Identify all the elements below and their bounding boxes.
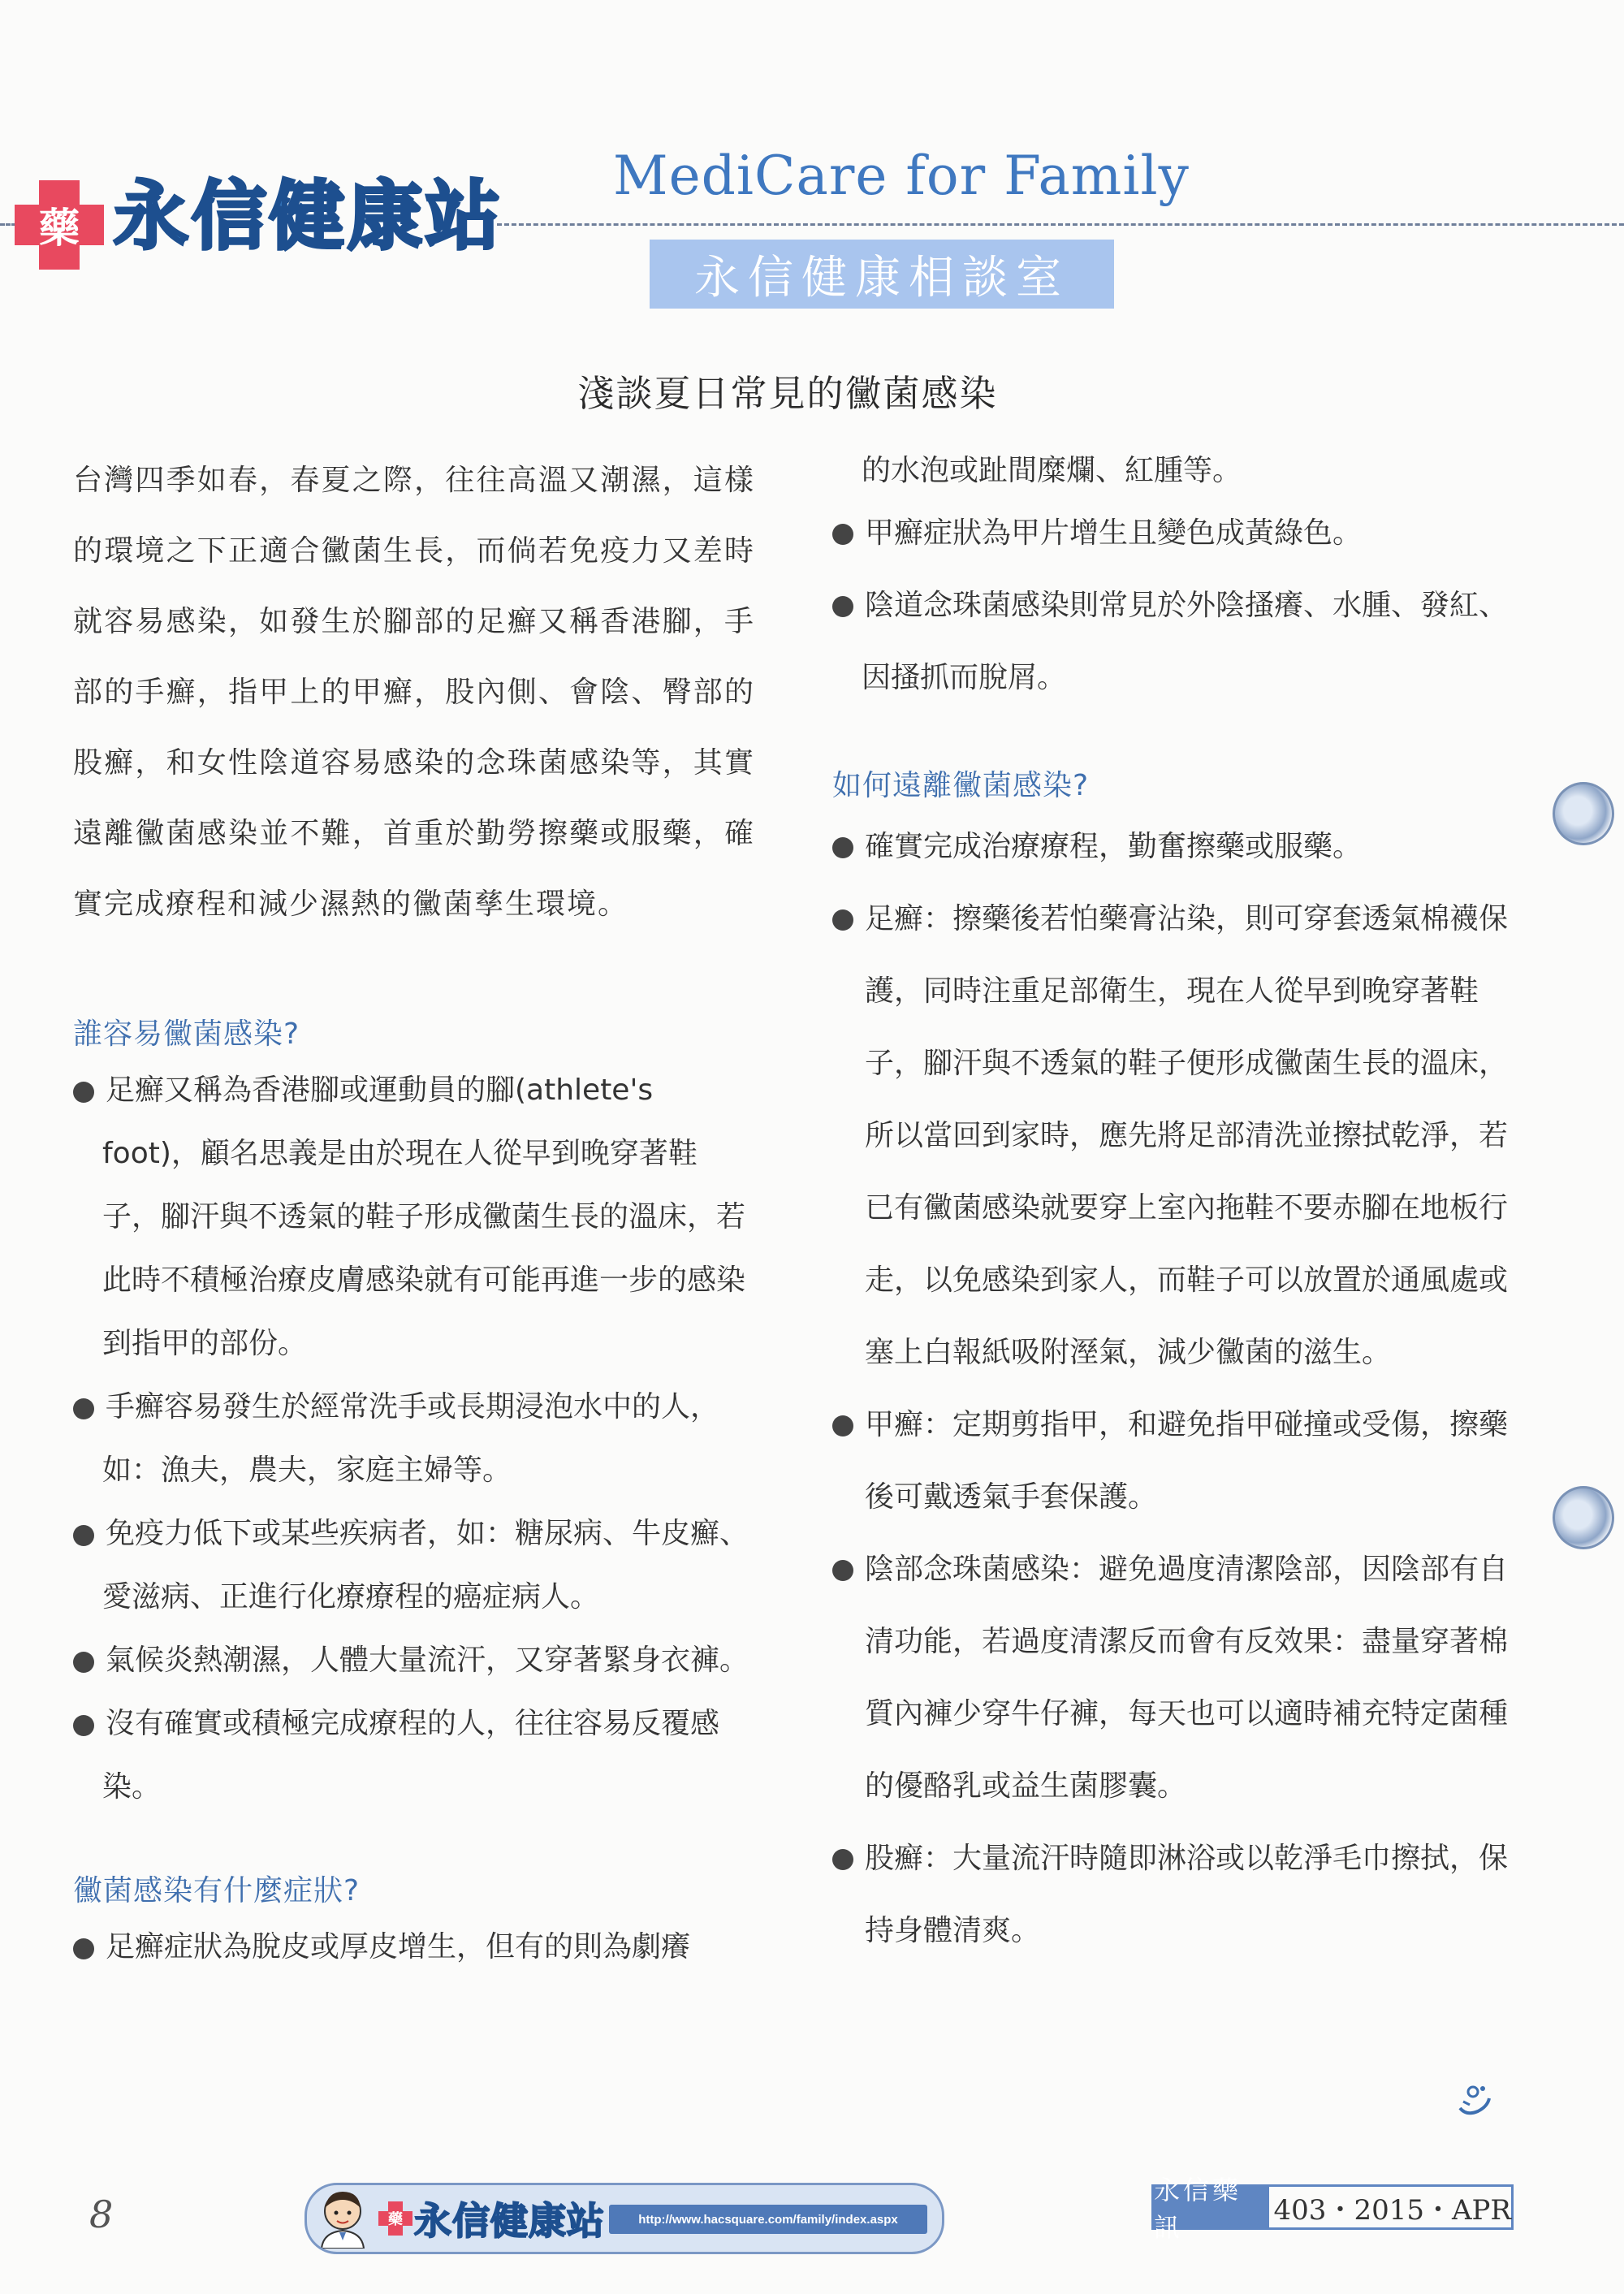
bullet-icon	[73, 1938, 94, 1959]
list-item: 甲癬：定期剪指甲，和避免指甲碰撞或受傷，擦藥後可戴透氣手套保護。	[832, 1389, 1514, 1533]
binder-hole-icon	[1553, 782, 1614, 845]
prevention-list	[832, 810, 1514, 1967]
bullet-icon	[832, 524, 853, 545]
page-number: 8	[89, 2192, 114, 2236]
footer-banner	[304, 2183, 944, 2254]
list-item: 沒有確實或積極完成療程的人，往往容易反覆感染。	[73, 1692, 755, 1819]
logo-glyph: 藥	[39, 205, 80, 252]
list-item: 足癬又稱為香港腳或運動員的腳(athlete's foot)，顧名思義是由於現在人從早到晚穿著鞋子，腳汗與不透氣的鞋子形成黴菌生長的溫床，若此時不積極治療皮膚感染就有可能再進一步的感染到指甲的部份。	[73, 1059, 755, 1376]
list-item: 股癬：大量流汗時隨即淋浴或以乾淨毛巾擦拭，保持身體清爽。	[832, 1822, 1514, 1967]
issue-number: 403・2015・APR	[1273, 2193, 1511, 2227]
right-column	[832, 445, 1514, 1967]
pharmacy-cross-icon	[15, 180, 104, 270]
section-label: 永信健康相談室	[650, 240, 1114, 309]
bullet-icon	[832, 1560, 853, 1581]
bullet-icon	[73, 1398, 94, 1419]
bullet-icon	[73, 1652, 94, 1673]
bullet-icon	[832, 1849, 853, 1870]
list-item: 手癬容易發生於經常洗手或長期浸泡水中的人，如：漁夫，農夫，家庭主婦等。	[73, 1376, 755, 1502]
symptoms-list-start	[73, 1916, 755, 1979]
pharmacist-avatar-icon	[315, 2187, 370, 2249]
article-title: 淺談夏日常見的黴菌感染	[577, 372, 998, 415]
list-item: 足癬：擦藥後若怕藥膏沾染，則可穿套透氣棉襪保護，同時注重足部衛生，現在人從早到晚穿著鞋子，腳汗與不透氣的鞋子便形成黴菌生長的溫床，所以當回到家時，應先將足部清洗並擦拭乾淨，若已有黴菌感染就要穿上室內拖鞋不要赤腳在地板行走，以免感染到家人，而鞋子可以放置於通風處或塞上白報紙吸附溼氣，減少黴菌的滋生。	[832, 883, 1514, 1389]
binder-hole-icon	[1553, 1486, 1614, 1549]
list-item: 氣候炎熱潮濕，人體大量流汗，又穿著緊身衣褲。	[73, 1629, 755, 1692]
list-item: 足癬症狀為脫皮或厚皮增生，但有的則為劇癢	[73, 1916, 755, 1979]
header-divider-right	[497, 223, 1624, 226]
bullet-icon	[832, 596, 853, 617]
bullet-icon	[832, 909, 853, 931]
symptoms-continued: 的水泡或趾間糜爛、紅腫等。	[862, 454, 1242, 487]
magazine-name: 永信藥訊	[1154, 2187, 1269, 2227]
water-splash-icon	[1455, 2084, 1494, 2118]
bullet-icon	[73, 1082, 94, 1103]
section-heading-who: 誰容易黴菌感染?	[73, 1017, 300, 1051]
tagline: MediCare for Family	[613, 145, 1190, 207]
footer-url-link[interactable]: http://www.hacsquare.com/family/index.aspx	[609, 2205, 927, 2234]
who-list	[73, 1059, 755, 1819]
bullet-icon	[832, 837, 853, 858]
bullet-icon	[832, 1415, 853, 1436]
symptoms-list	[832, 497, 1514, 714]
bullet-icon	[73, 1525, 94, 1546]
bullet-icon	[73, 1715, 94, 1736]
brand-title: 永信健康站	[114, 173, 504, 260]
header-divider-left	[0, 223, 16, 226]
list-item: 確實完成治療療程，勤奮擦藥或服藥。	[832, 810, 1514, 883]
footer-brand: 永信健康站	[414, 2199, 605, 2243]
section-heading-prevention: 如何遠離黴菌感染?	[832, 769, 1090, 802]
section-heading-symptoms: 黴菌感染有什麼症狀?	[73, 1874, 361, 1907]
left-column	[73, 445, 755, 1979]
list-item: 陰部念珠菌感染：避免過度清潔陰部，因陰部有自清功能，若過度清潔反而會有反效果：盡量穿著棉質內褲少穿牛仔褲，每天也可以適時補充特定菌種的優酪乳或益生菌膠囊。	[832, 1533, 1514, 1822]
list-item: 甲癬症狀為甲片增生且變色成黃綠色。	[832, 497, 1514, 569]
intro-paragraph: 台灣四季如春，春夏之際，往往高溫又潮濕，這樣的環境之下正適合黴菌生長，而倘若免疫力又差時就容易感染，如發生於腳部的足癬又稱香港腳，手部的手癬，指甲上的甲癬，股內側、會陰、臀部的股癬，和女性陰道容易感染的念珠菌感染等，其實遠離黴菌感染並不難，首重於勤勞擦藥或服藥，確實完成療程和減少濕熱的黴菌孳生環境。	[73, 464, 755, 921]
list-item: 免疫力低下或某些疾病者，如：糖尿病、牛皮癬、愛滋病、正進行化療療程的癌症病人。	[73, 1502, 755, 1629]
issue-label	[1151, 2175, 1514, 2243]
list-item: 陰道念珠菌感染則常見於外陰搔癢、水腫、發紅、因搔抓而脫屑。	[832, 569, 1514, 714]
footer-cross-icon: 藥	[378, 2201, 412, 2236]
